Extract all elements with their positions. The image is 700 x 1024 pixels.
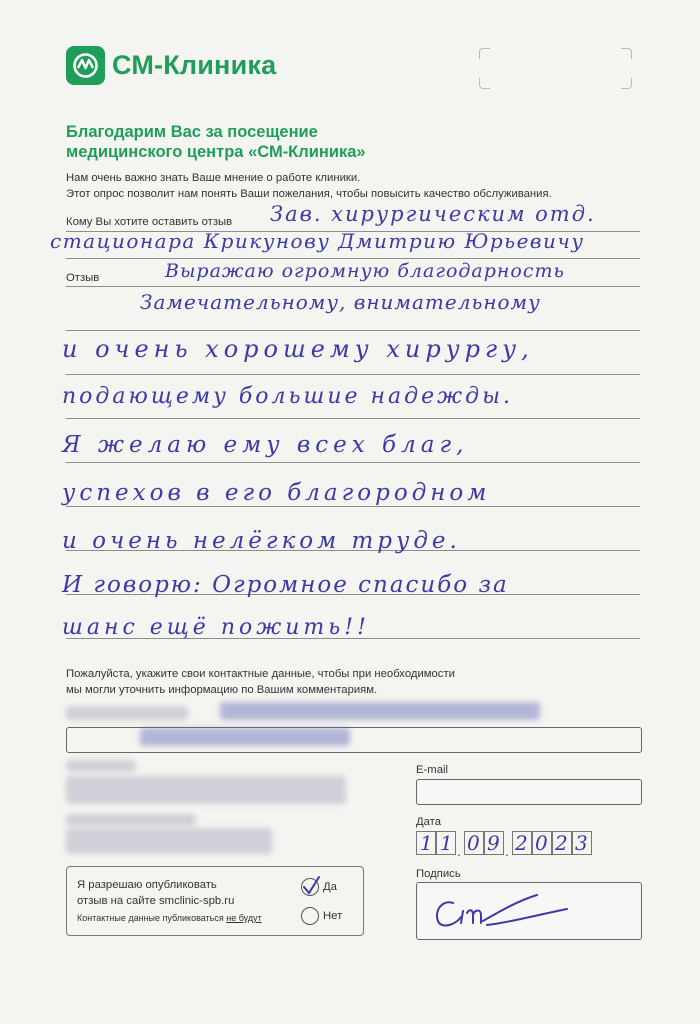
email-label: E-mail	[416, 764, 449, 776]
contacts-note-line: мы могли уточнить информацию по Вашим комментариям.	[66, 684, 378, 696]
signature-label: Подпись	[416, 868, 461, 880]
redacted-birthdate	[66, 828, 272, 854]
option-yes-label: Да	[323, 881, 337, 893]
review-line: и очень хорошему хирургу,	[62, 335, 534, 363]
option-yes-radio[interactable]	[301, 878, 319, 896]
date-separator: .	[505, 843, 509, 859]
ruled-line	[66, 374, 640, 375]
ruled-line	[66, 418, 640, 419]
signature-field[interactable]	[416, 882, 642, 940]
sm-clinic-logo-icon	[66, 46, 105, 85]
consent-note-emphasis: не будут	[226, 913, 262, 923]
ruled-line	[66, 286, 640, 287]
corner-mark	[621, 48, 632, 59]
handwritten-signature	[417, 883, 641, 939]
publish-consent-box	[66, 866, 364, 936]
date-digit: 1	[420, 831, 433, 855]
full-name-field[interactable]	[66, 727, 642, 753]
date-digit: 0	[535, 831, 548, 855]
intro-line: Этот опрос позволит нам понять Ваши пожелания, чтобы повысить качество обслуживания.	[66, 188, 552, 200]
corner-mark	[621, 78, 632, 89]
email-field[interactable]	[416, 779, 642, 805]
consent-note-text: Контактные данные публиковаться	[77, 913, 227, 923]
date-digit: 9	[487, 831, 500, 855]
contacts-note	[66, 666, 626, 698]
review-line: подающему большие надежды.	[62, 384, 513, 409]
date-digit: 1	[440, 831, 453, 855]
ruled-line	[66, 462, 640, 463]
checkmark-icon	[300, 875, 322, 897]
brand-name: СМ-Клиника	[112, 50, 277, 80]
recipient-handwriting: стационара Крикунову Дмитрию Юрьевичу	[50, 229, 585, 253]
heading-line: медицинского центра «СМ-Клиника»	[66, 143, 366, 161]
redacted-label	[66, 760, 136, 772]
date-digit: 2	[515, 831, 528, 855]
heading-line: Благодарим Вас за посещение	[66, 123, 318, 141]
ruled-line	[66, 506, 640, 507]
review-line: и очень нелёгком труде.	[62, 528, 461, 554]
date-digit: 0	[467, 831, 480, 855]
redacted-name	[220, 702, 540, 720]
form-intro	[66, 170, 626, 202]
form-heading	[66, 122, 446, 162]
recipient-handwriting: Зав. хирургическим отд.	[270, 202, 596, 226]
ruled-line	[66, 330, 640, 331]
option-no-radio[interactable]	[301, 907, 319, 925]
review-line: Выражаю огромную благодарность	[165, 260, 565, 282]
review-line: шанс ещё пожить!!	[62, 615, 370, 640]
date-label: Дата	[416, 816, 442, 828]
date-digit: 2	[555, 831, 568, 855]
review-line: Замечательному, внимательному	[140, 290, 541, 314]
review-label: Отзыв	[66, 272, 100, 284]
date-field[interactable]	[416, 831, 616, 857]
intro-line: Нам очень важно знать Ваше мнение о работе клиники.	[66, 172, 361, 184]
contacts-note-line: Пожалуйста, укажите свои контактные данные, чтобы при необходимости	[66, 668, 455, 680]
review-line: И говорю: Огромное спасибо за	[62, 572, 509, 598]
consent-line: отзыв на сайте smclinic-spb.ru	[77, 895, 235, 907]
date-digit: 3	[575, 831, 588, 855]
review-line: Я желаю ему всех благ,	[62, 432, 469, 458]
date-separator: .	[457, 843, 461, 859]
corner-mark	[479, 78, 490, 89]
review-line: успехов в его благородном	[62, 480, 491, 506]
redacted-label	[66, 814, 196, 826]
option-no-label: Нет	[323, 910, 343, 922]
recipient-label: Кому Вы хотите оставить отзыв	[66, 216, 233, 228]
redacted-phone	[66, 776, 346, 804]
consent-note	[77, 913, 262, 923]
corner-mark	[479, 48, 490, 59]
consent-line: Я разрешаю опубликовать	[77, 879, 217, 891]
ruled-line	[66, 258, 640, 259]
redacted-label	[66, 706, 188, 720]
